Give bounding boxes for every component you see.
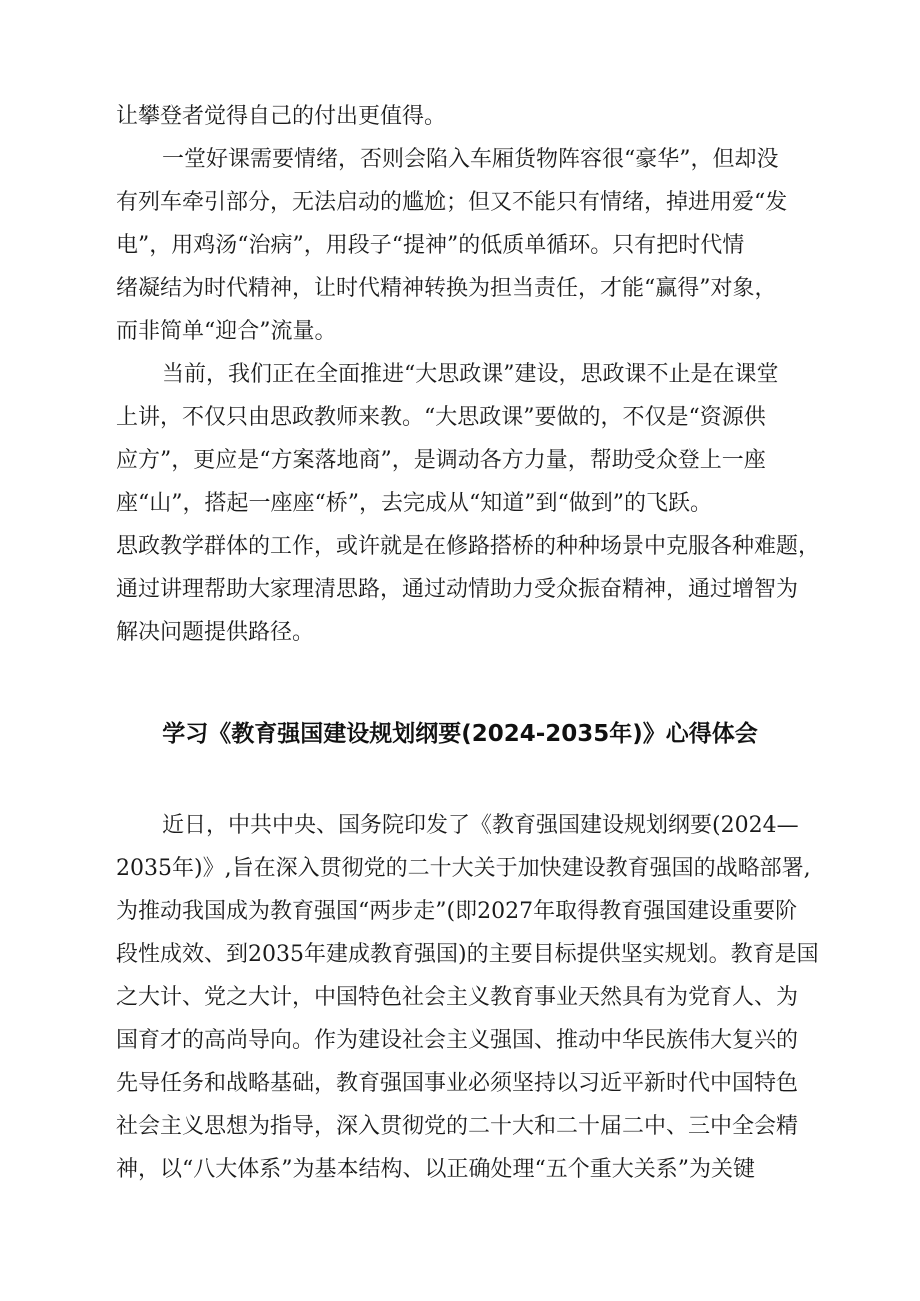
paragraph-line: 当前，我们正在全面推进“大思政课”建设，思政课不止是在课堂 [162,362,779,387]
paragraph-line: 应方”，更应是“方案落地商”，是调动各方力量，帮助受众登上一座 [116,448,766,473]
paragraph-line: 有列车牵引部分，无法启动的尴尬；但又不能只有情绪，掉进用爱“发 [116,190,788,215]
paragraph-line: 2035年)》,旨在深入贯彻党的二十大关于加快建设教育强国的战略部署, [116,856,811,881]
paragraph-line: 先导任务和战略基础，教育强国事业必须坚持以习近平新时代中国特色 [116,1071,799,1096]
paragraph-line: 座“山”，搭起一座座“桥”，去完成从“知道”到“做到”的飞跃。 [116,491,712,516]
paragraph-line: 电”，用鸡汤“治病”，用段子“提神”的低质单循环。只有把时代情 [116,233,745,258]
paragraph-line: 上讲，不仅只由思政教师来教。“大思政课”要做的，不仅是“资源供 [116,405,766,430]
paragraph-line: 近日，中共中央、国务院印发了《教育强国建设规划纲要(2024— [162,813,799,838]
paragraph-line: 之大计、党之大计，中国特色社会主义教育事业天然具有为党育人、为 [116,985,799,1010]
section-heading: 学习《教育强国建设规划纲要(2024-2035年)》心得体会 [162,721,758,747]
paragraph-line: 国育才的高尚导向。作为建设社会主义强国、推动中华民族伟大复兴的 [116,1028,799,1053]
paragraph-line: 社会主义思想为指导，深入贯彻党的二十大和二十届二中、三中全会精 [116,1114,799,1139]
paragraph-line: 解决问题提供路径。 [116,620,315,645]
paragraph-line: 神，以“八大体系”为基本结构、以正确处理“五个重大关系”为关键 [116,1157,755,1182]
paragraph-line: 思政教学群体的工作，或许就是在修路搭桥的种种场景中克服各种难题， [116,534,821,559]
paragraph-line: 绪凝结为时代精神，让时代精神转换为担当责任，才能“赢得”对象， [116,276,777,301]
paragraph-line: 让攀登者觉得自己的付出更值得。 [116,104,447,129]
paragraph-line: 段性成效、到2035年建成教育强国)的主要目标提供坚实规划。教育是国 [116,942,819,967]
paragraph-line: 一堂好课需要情绪，否则会陷入车厢货物阵容很“豪华”，但却没 [162,147,779,172]
paragraph-line: 而非简单“迎合”流量。 [116,319,337,344]
paragraph-line: 通过讲理帮助大家理清思路，通过动情助力受众振奋精神，通过增智为 [116,577,799,602]
paragraph-line: 为推动我国成为教育强国“两步走”(即2027年取得教育强国建设重要阶 [116,899,798,924]
